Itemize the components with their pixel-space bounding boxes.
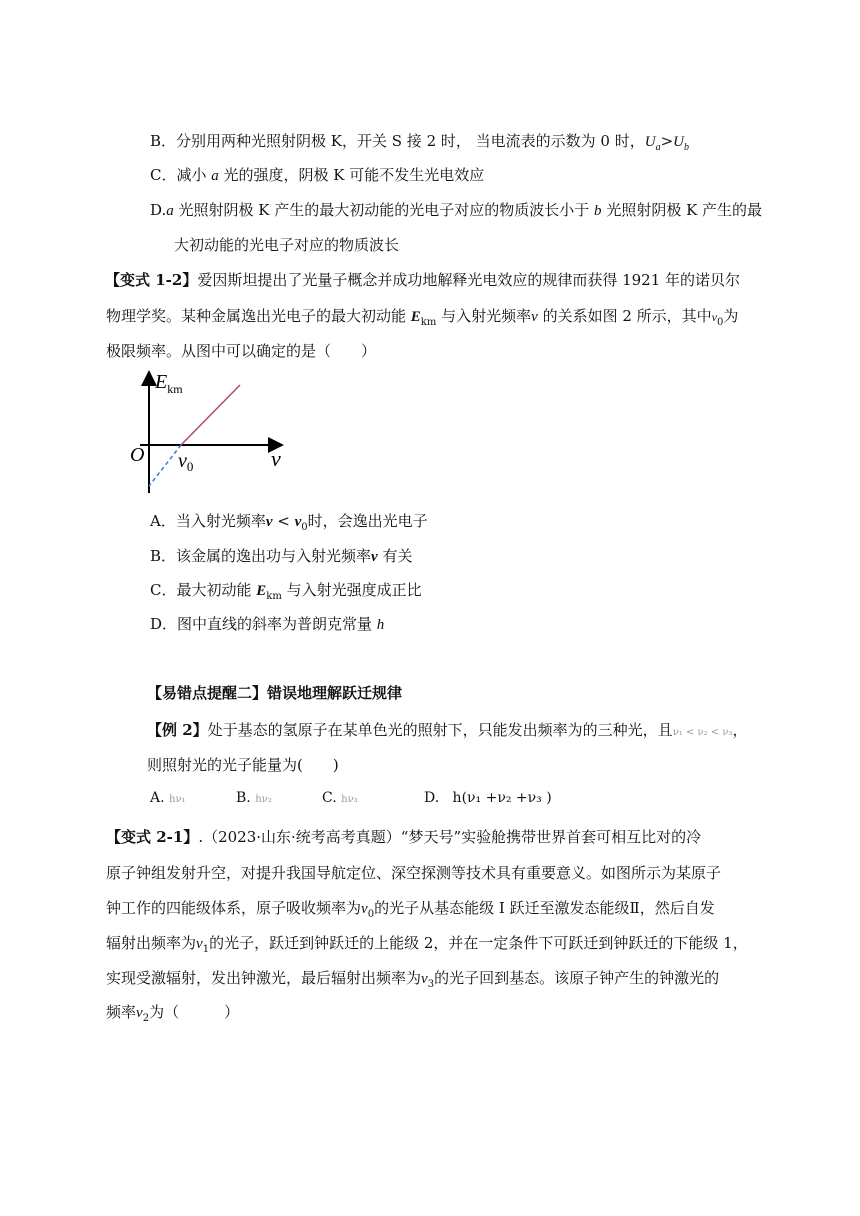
variant-1-2-line3: 极限频率。从图中可以确定的是（ ） — [106, 342, 377, 360]
extrapolation-dashed-line — [149, 445, 181, 486]
option-b-ex2: B. hν₂ — [236, 790, 272, 806]
option-d-q1-line1: D.a 光照射阴极 K 产生的最大初动能的光电子对应的物质波长小于 b 光照射阴极 K 产生的最 — [150, 201, 763, 219]
variant-2-1-line6: 频率$\nu_2$为（ ） — [106, 1003, 240, 1024]
variant-2-1-line2: 原子钟组发射升空，对提升我国导航定位、深空探测等技术具有重要意义。如图所示为某原子 — [106, 864, 722, 882]
x-axis-label: ν — [271, 446, 281, 471]
option-c-q1: C．减小 a 光的强度，阴极 K 可能不发生光电效应 — [150, 166, 485, 184]
ekm-frequency-graph — [130, 368, 295, 498]
example-tag: 【例 2】 — [147, 721, 208, 739]
variant-1-2-line1: 【变式 1-2】爱因斯坦提出了光量子概念并成功地解释光电效应的规律而获得 1921 年的诺贝尔 — [105, 271, 741, 289]
variant-2-1-line1: 【变式 2-1】.（2023·山东·统考高考真题）“梦天号”实验舱携带世界首套可相互比对的冷 — [106, 828, 702, 846]
variant-2-1-line4: 辐射出频率为$\nu_1$的光子，跃迁到钟跃迁的上能级 2，并在一定条件下可跃迁到钟跃迁的下能级 1， — [106, 934, 748, 955]
variant-2-1-line3: 钟工作的四能级体系，原子吸收频率为$\nu_0$的光子从基态能级 I 跃迁至激发态能级Ⅱ，然后自发 — [106, 899, 715, 920]
variant-1-2-line2: 物理学奖。某种金属逸出光电子的最大初动能 $E_{km}$ 与入射光频率ν 的关系如图 2 所示，其中$\nu_0$为 — [106, 307, 739, 328]
example-2-line2: 则照射光的光子能量为( ) — [147, 756, 339, 774]
option-d-q1-line2: 大初动能的光电子对应的物质波长 — [174, 236, 400, 254]
ekm-line — [181, 385, 240, 445]
option-a-ex2: A. hν₁ — [150, 790, 186, 806]
example-2-line1: 【例 2】处于基态的氢原子在某单色光的照射下，只能发出频率为的三种光，且ν₁ < ν₂ < ν₃， — [147, 721, 748, 739]
option-c-ex2: C. hν₃ — [322, 790, 358, 806]
option-a-v12: A．当入射光频率$\nu < \nu_0$时，会逸出光电子 — [150, 512, 428, 533]
origin-label: O — [130, 444, 145, 466]
option-d-v12: D．图中直线的斜率为普朗克常量 h — [150, 615, 385, 633]
section-title: 【易错点提醒二】错误地理解跃迁规律 — [147, 684, 403, 702]
variant-tag: 【变式 2-1】 — [106, 828, 199, 846]
intercept-label: $\nu_0$ — [178, 450, 194, 474]
variant-2-1-line5: 实现受激辐射，发出钟激光，最后辐射出频率为$\nu_3$的光子回到基态。该原子钟产生的钟激光的 — [106, 969, 720, 990]
y-axis-label: $E_{km}$ — [155, 371, 183, 396]
option-c-v12: C．最大初动能 $E_{km}$ 与入射光强度成正比 — [150, 581, 422, 602]
option-b-q1: B．分别用两种光照射阴极 K，开关 S 接 2 时， 当电流表的示数为 0 时，$U_a>U_b$ — [150, 132, 690, 153]
option-d-ex2: D. h(ν₁ +ν₂ +ν₃ ) — [424, 790, 552, 806]
variant-tag: 【变式 1-2】 — [105, 271, 198, 289]
option-b-v12: B．该金属的逸出功与入射光频率ν 有关 — [150, 547, 413, 565]
